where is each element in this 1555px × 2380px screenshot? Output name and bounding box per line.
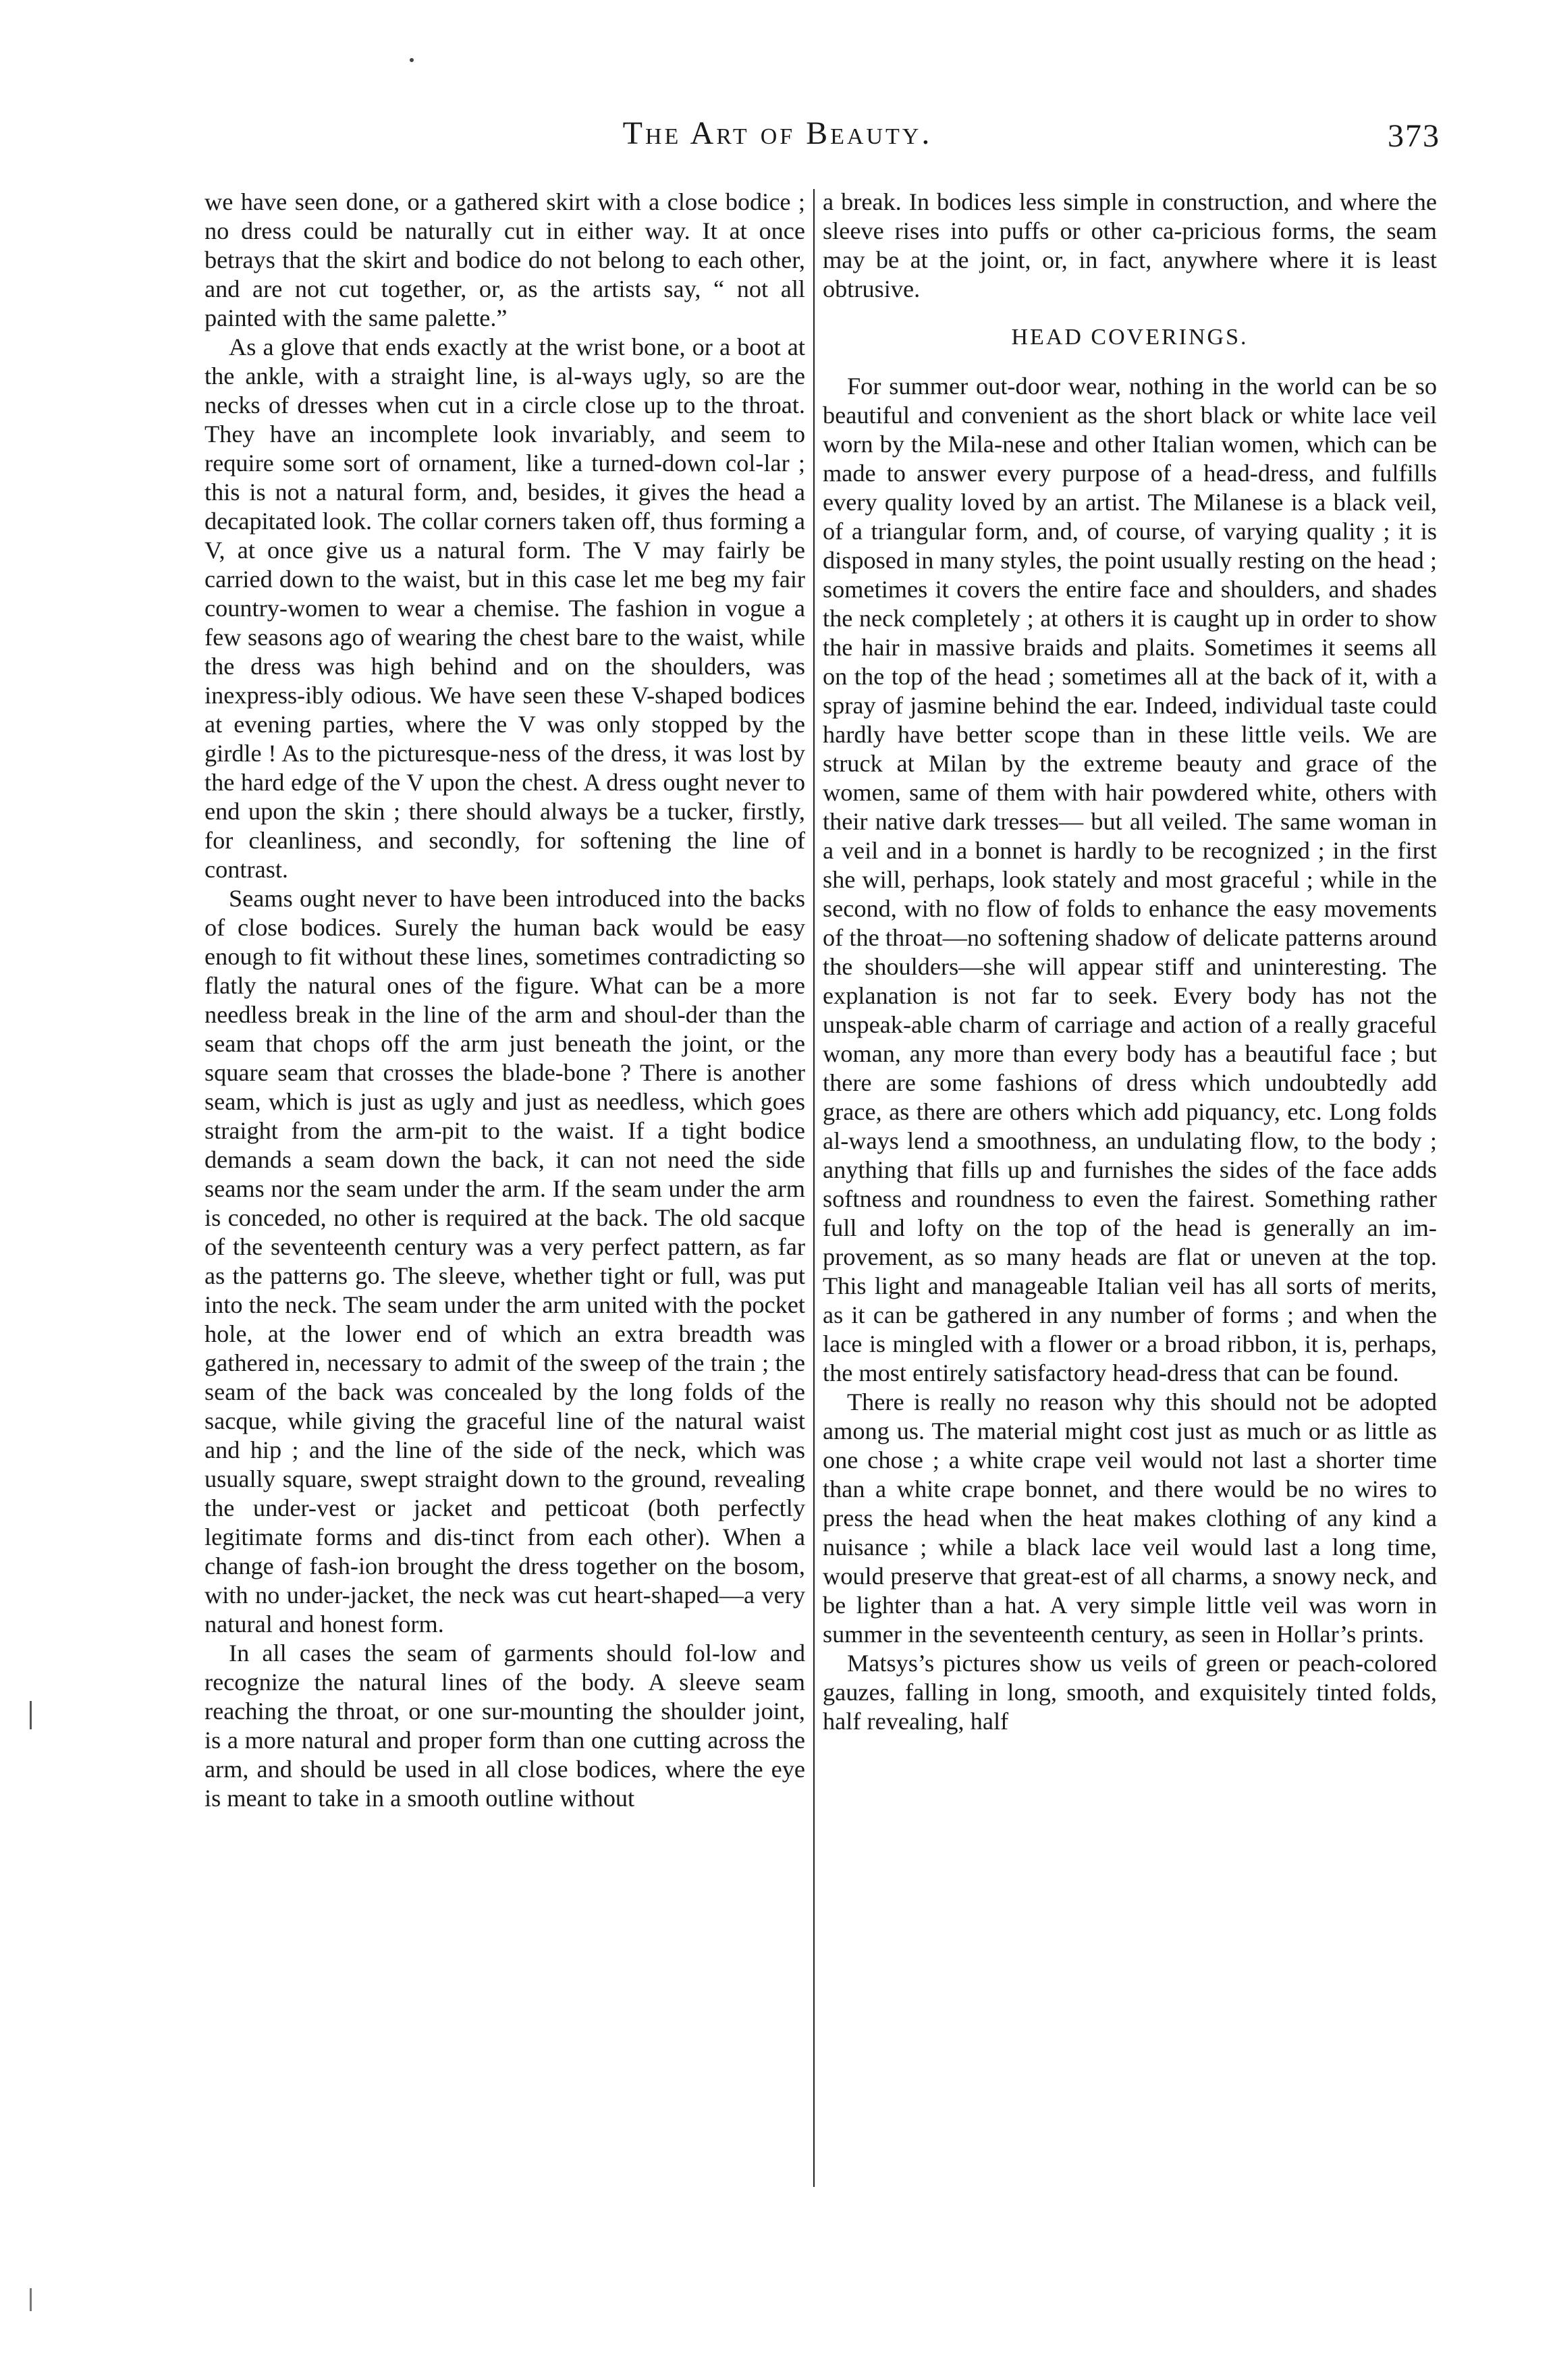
paragraph: For summer out-door wear, nothing in the world can be so beautiful and convenient as the short black or white lace veil worn by the Mila-nese and other Italian women, which can be made to answer every purpose of a head-dress, and fulfills every quality loved by an artist. The Milanese is a black veil, of a triangular form, and, of course, of varying quality ; it is disposed in many styles, the point usually resting on the head ; sometimes it covers the entire face and shoulders, and shades the neck completely ; at others it is caught up in order to show the hair in massive braids and plaits. Sometimes it seems all on the top of the head ; sometimes all at the back of it, with a spray of jasmine behind the ear. Indeed, individual taste could hardly have better scope than in these little veils. We are struck at Milan by the extreme beauty and grace of the women, same of them with hair powdered white, others with their native dark tresses— but all veiled. The same woman in a veil and in a bonnet is hardly to be recognized ; in the first she will, perhaps, look stately and most graceful ; while in the second, with no flow of folds to enhance the easy movements of the throat—no softening shadow of delicate patterns around the shoulders—she will appear stiff and uninteresting. The explanation is not far to seek. Every body has not the unspeak-able charm of carriage and action of a really graceful woman, any more than every body has a beautiful face ; but there are some fashions of dress which undoubtedly add grace, as there are others which add piquancy, etc. Long folds al-ways lend a smoothness, an undulating flow, to the body ; anything that fills up and furnishes the sides of the face adds softness and roundness to even the fairest. Something rather full and lofty on the top of the head is generally an im-provement, as so many heads are flat or uneven at the top. This light and manageable Italian veil has all sorts of merits, as it can be gathered in any number of forms ; and when the lace is mingled with a flower or a broad ribbon, it is, perhaps, the most entirely satisfactory head-dress that can be found. [823, 373, 1437, 1386]
paragraph: Seams ought never to have been introduced into the backs of close bodices. Surely the human back would be easy enough to fit without these lines, sometimes contradicting so flatly the natural ones of the figure. What can be a more needless break in the line of the arm and shoul-der than the seam that chops off the arm just beneath the joint, or the square seam that crosses the blade-bone ? There is another seam, which is just as ugly and just as needless, which goes straight from the arm-pit to the waist. If a tight bodice demands a seam down the back, it can not need the side seams nor the seam under the arm. If the seam under the arm is conceded, no other is required at the back. The old sacque of the seventeenth century was a very perfect pattern, as far as the patterns go. The sleeve, whether tight or full, was put into the neck. The seam under the arm united with the pocket hole, at the lower end of which an extra breadth was gathered in, necessary to admit of the sweep of the train ; the seam of the back was concealed by the long folds of the sacque, while giving the graceful line of the natural waist and hip ; and the line of the side of the neck, which was usually square, swept straight down to the ground, revealing the under-vest or jacket and petticoat (both perfectly legitimate forms and dis-tinct from each other). When a change of fash-ion brought the dress together on the bosom, with no under-jacket, the neck was cut heart-shaped—a very natural and honest form. [204, 885, 805, 1638]
margin-mark [30, 2288, 32, 2311]
page-header [0, 101, 1555, 155]
print-speck [410, 58, 414, 62]
column-divider [813, 189, 815, 2187]
margin-mark [30, 1701, 32, 1729]
paragraph: As a glove that ends exactly at the wrist bone, or a boot at the ankle, with a straight line, is al-ways ugly, so are the necks of dresses when cut in a circle close up to the throat. They have an incomplete look invariably, and seem to require some sort of ornament, like a turned-down col-lar ; this is not a natural form, and, besides, it gives the head a decapitated look. The collar corners taken off, thus forming a V, at once give us a natural form. The V may fairly be carried down to the waist, but in this case let me beg my fair country-women to wear a chemise. The fashion in vogue a few seasons ago of wearing the chest bare to the waist, while the dress was high behind and on the shoulders, was inexpress-ibly odious. We have seen these V-shaped bodices at evening parties, where the V was only stopped by the girdle ! As to the picturesque-ness of the dress, it was lost by the hard edge of the V upon the chest. A dress ought never to end upon the skin ; there should always be a tucker, firstly, for cleanliness, and secondly, for softening the line of contrast. [204, 333, 805, 883]
paragraph: Matsys’s pictures show us veils of green or peach-colored gauzes, falling in long, smooth, and exquisitely tinted folds, half revealing, half [823, 1650, 1437, 1735]
page-number: 373 [1388, 118, 1440, 154]
right-column [823, 188, 1437, 1736]
paragraph: There is really no reason why this should not be adopted among us. The material might cost just as much or as little as one chose ; a white crape veil would not last a shorter time than a white crape bonnet, and there would be no wires to press the head when the heat makes clothing of any kind a nuisance ; while a black lace veil would last a long time, would preserve that great-est of all charms, a snowy neck, and be lighter than a hat. A very simple little veil was worn in summer in the seventeenth century, as seen in Hollar’s prints. [823, 1388, 1437, 1648]
left-column [204, 188, 805, 1813]
running-title: The Art of Beauty. [622, 115, 933, 151]
paragraph: we have seen done, or a gathered skirt with a close bodice ; no dress could be naturally cut in either way. It at once betrays that the skirt and bodice do not belong to each other, and are not cut together, or, as the artists say, “ not all painted with the same palette.” [204, 188, 805, 331]
paragraph: a break. In bodices less simple in construction, and where the sleeve rises into puffs or other ca-pricious forms, the seam may be at the joint, or, in fact, anywhere where it is least obtrusive. [823, 188, 1437, 302]
section-heading: HEAD COVERINGS. [1011, 325, 1249, 350]
paragraph: In all cases the seam of garments should fol-low and recognize the natural lines of the body. A sleeve seam reaching the throat, or one sur-mounting the shoulder joint, is a more natural and proper form than one cutting across the arm, and should be used in all close bodices, where the eye is meant to take in a smooth outline without [204, 1640, 805, 1812]
